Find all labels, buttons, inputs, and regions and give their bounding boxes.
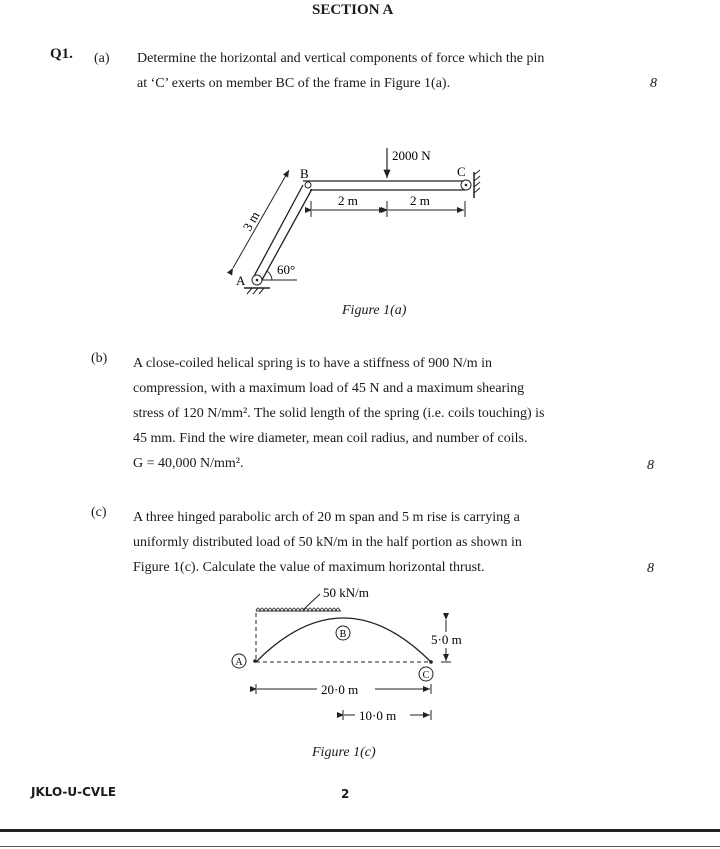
- part-a-line-1: Determine the horizontal and vertical components of force which the pin: [137, 51, 545, 66]
- part-c-line-3: Figure 1(c). Calculate the value of maximum horizontal thrust.: [133, 560, 485, 575]
- figure-1c-point-c: C: [422, 670, 430, 681]
- part-c-line-2: uniformly distributed load of 50 kN/m in the half portion as shown in: [133, 535, 522, 550]
- figure-1a: [200, 140, 500, 310]
- figure-1c-rise: 5·0 m: [431, 632, 462, 647]
- figure-1a-length-ab: 3 m: [239, 208, 263, 234]
- figure-1c-half-span: 10·0 m: [359, 708, 397, 723]
- part-c-label: (c): [91, 505, 107, 520]
- figure-1a-load-label: 2000 N: [392, 148, 431, 163]
- part-b-line-1: A close-coiled helical spring is to have a stiffness of 900 N/m in: [133, 356, 493, 371]
- footer-code: JKLO-U-CVLE: [31, 785, 117, 799]
- figure-1c-caption: Figure 1(c): [312, 745, 376, 760]
- figure-1a-angle: 60°: [277, 262, 296, 277]
- part-c-marks: 8: [647, 561, 654, 576]
- figure-1c: [225, 580, 475, 730]
- section-title: SECTION A: [312, 2, 394, 18]
- part-b-line-5: G = 40,000 N/mm².: [133, 456, 244, 471]
- part-b-label: (b): [91, 351, 108, 366]
- part-c-line-1: A three hinged parabolic arch of 20 m span and 5 m rise is carrying a: [133, 510, 520, 525]
- part-b-line-3: stress of 120 N/mm². The solid length of the spring (i.e. coils touching) is: [133, 406, 545, 421]
- udl-coils: [256, 608, 341, 611]
- part-a-line-2: at ‘C’ exerts on member BC of the frame in Figure 1(a).: [137, 76, 451, 91]
- bottom-rule-thin: [0, 846, 720, 847]
- part-b-marks: 8: [647, 458, 654, 473]
- figure-1c-point-a: A: [235, 657, 243, 668]
- bottom-rule: [0, 829, 720, 832]
- figure-1c-udl-label: 50 kN/m: [323, 585, 369, 600]
- question-number: Q1.: [50, 46, 73, 62]
- part-a-marks: 8: [650, 76, 657, 91]
- part-b-line-2: compression, with a maximum load of 45 N and a maximum shearing: [133, 381, 525, 396]
- part-b-line-4: 45 mm. Find the wire diameter, mean coil radius, and number of coils.: [133, 431, 528, 446]
- figure-1a-point-a: A: [236, 273, 246, 288]
- figure-1a-span-right: 2 m: [410, 193, 430, 208]
- figure-1c-span: 20·0 m: [321, 682, 359, 697]
- part-a-label: (a): [94, 51, 110, 66]
- figure-1a-span-left: 2 m: [338, 193, 358, 208]
- figure-1a-caption: Figure 1(a): [342, 303, 407, 318]
- page-number: 2: [341, 787, 350, 801]
- figure-1a-point-c: C: [457, 164, 466, 179]
- figure-1a-point-b: B: [300, 166, 309, 181]
- figure-1c-point-b: B: [339, 629, 347, 640]
